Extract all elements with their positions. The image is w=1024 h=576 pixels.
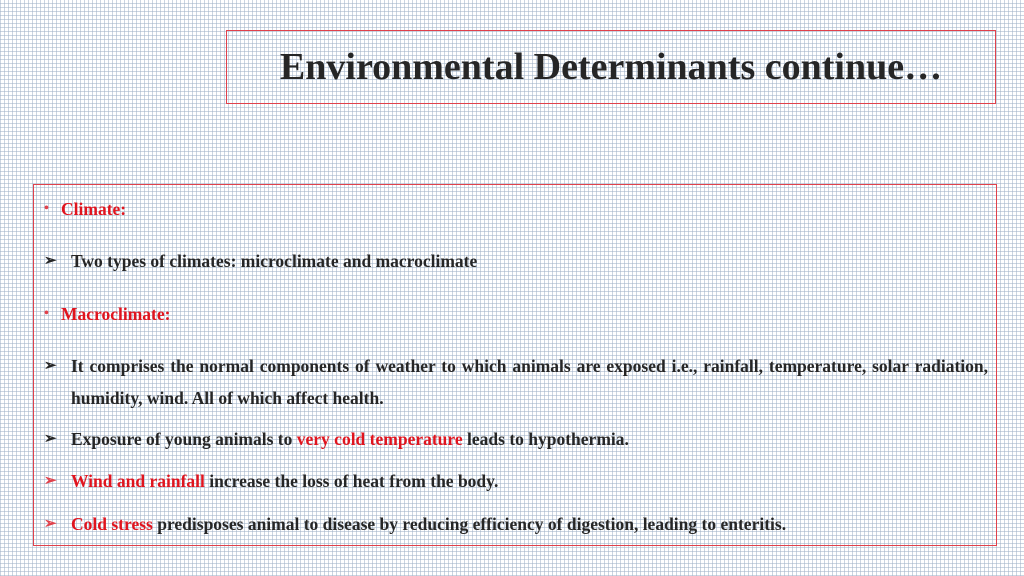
hypothermia-text [44,423,988,455]
list-item-hypothermia [44,423,988,455]
arrow-bullet-icon: ➢ [44,431,57,447]
dot-bullet-icon: • [44,306,49,321]
arrow-bullet-icon: ➢ [44,516,57,532]
wind-rainfall-text [44,465,988,497]
climate-heading: Climate: [61,199,127,219]
list-item-cold-stress [44,508,988,540]
arrow-bullet-icon: ➢ [44,358,57,374]
macroclimate-components-text: It comprises the normal components of weather to which animals are exposed i.e., rainfall, temperature, solar radiation, humidity, wind. All of which affect health. [71,356,988,408]
content-box [33,184,997,546]
list-item-climate-types [44,245,988,277]
list-item-climate [44,193,988,225]
arrow-bullet-icon: ➢ [44,253,57,269]
highlight-wind-and-rainfall: Wind and rainfall [71,471,205,491]
climate-types-text: Two types of climates: microclimate and macroclimate [71,251,478,271]
slide-title: Environmental Determinants continue… [279,46,943,88]
list-item-wind-rainfall [44,465,988,497]
text-run: leads to hypothermia. [462,429,629,449]
highlight-very-cold-temperature: very cold temperature [296,429,463,449]
highlight-cold-stress: Cold stress [71,514,153,534]
title-box [226,30,996,104]
arrow-bullet-icon: ➢ [44,473,57,489]
list-item-macroclimate-components [44,350,988,414]
text-run: Exposure of young animals to [71,429,297,449]
list-item-macroclimate [44,298,988,330]
dot-bullet-icon: • [44,201,49,216]
text-run: predisposes animal to disease by reducing efficiency of digestion, leading to enteritis. [152,514,787,534]
text-run: increase the loss of heat from the body. [204,471,499,491]
cold-stress-text [44,508,988,540]
macroclimate-heading: Macroclimate: [61,304,171,324]
